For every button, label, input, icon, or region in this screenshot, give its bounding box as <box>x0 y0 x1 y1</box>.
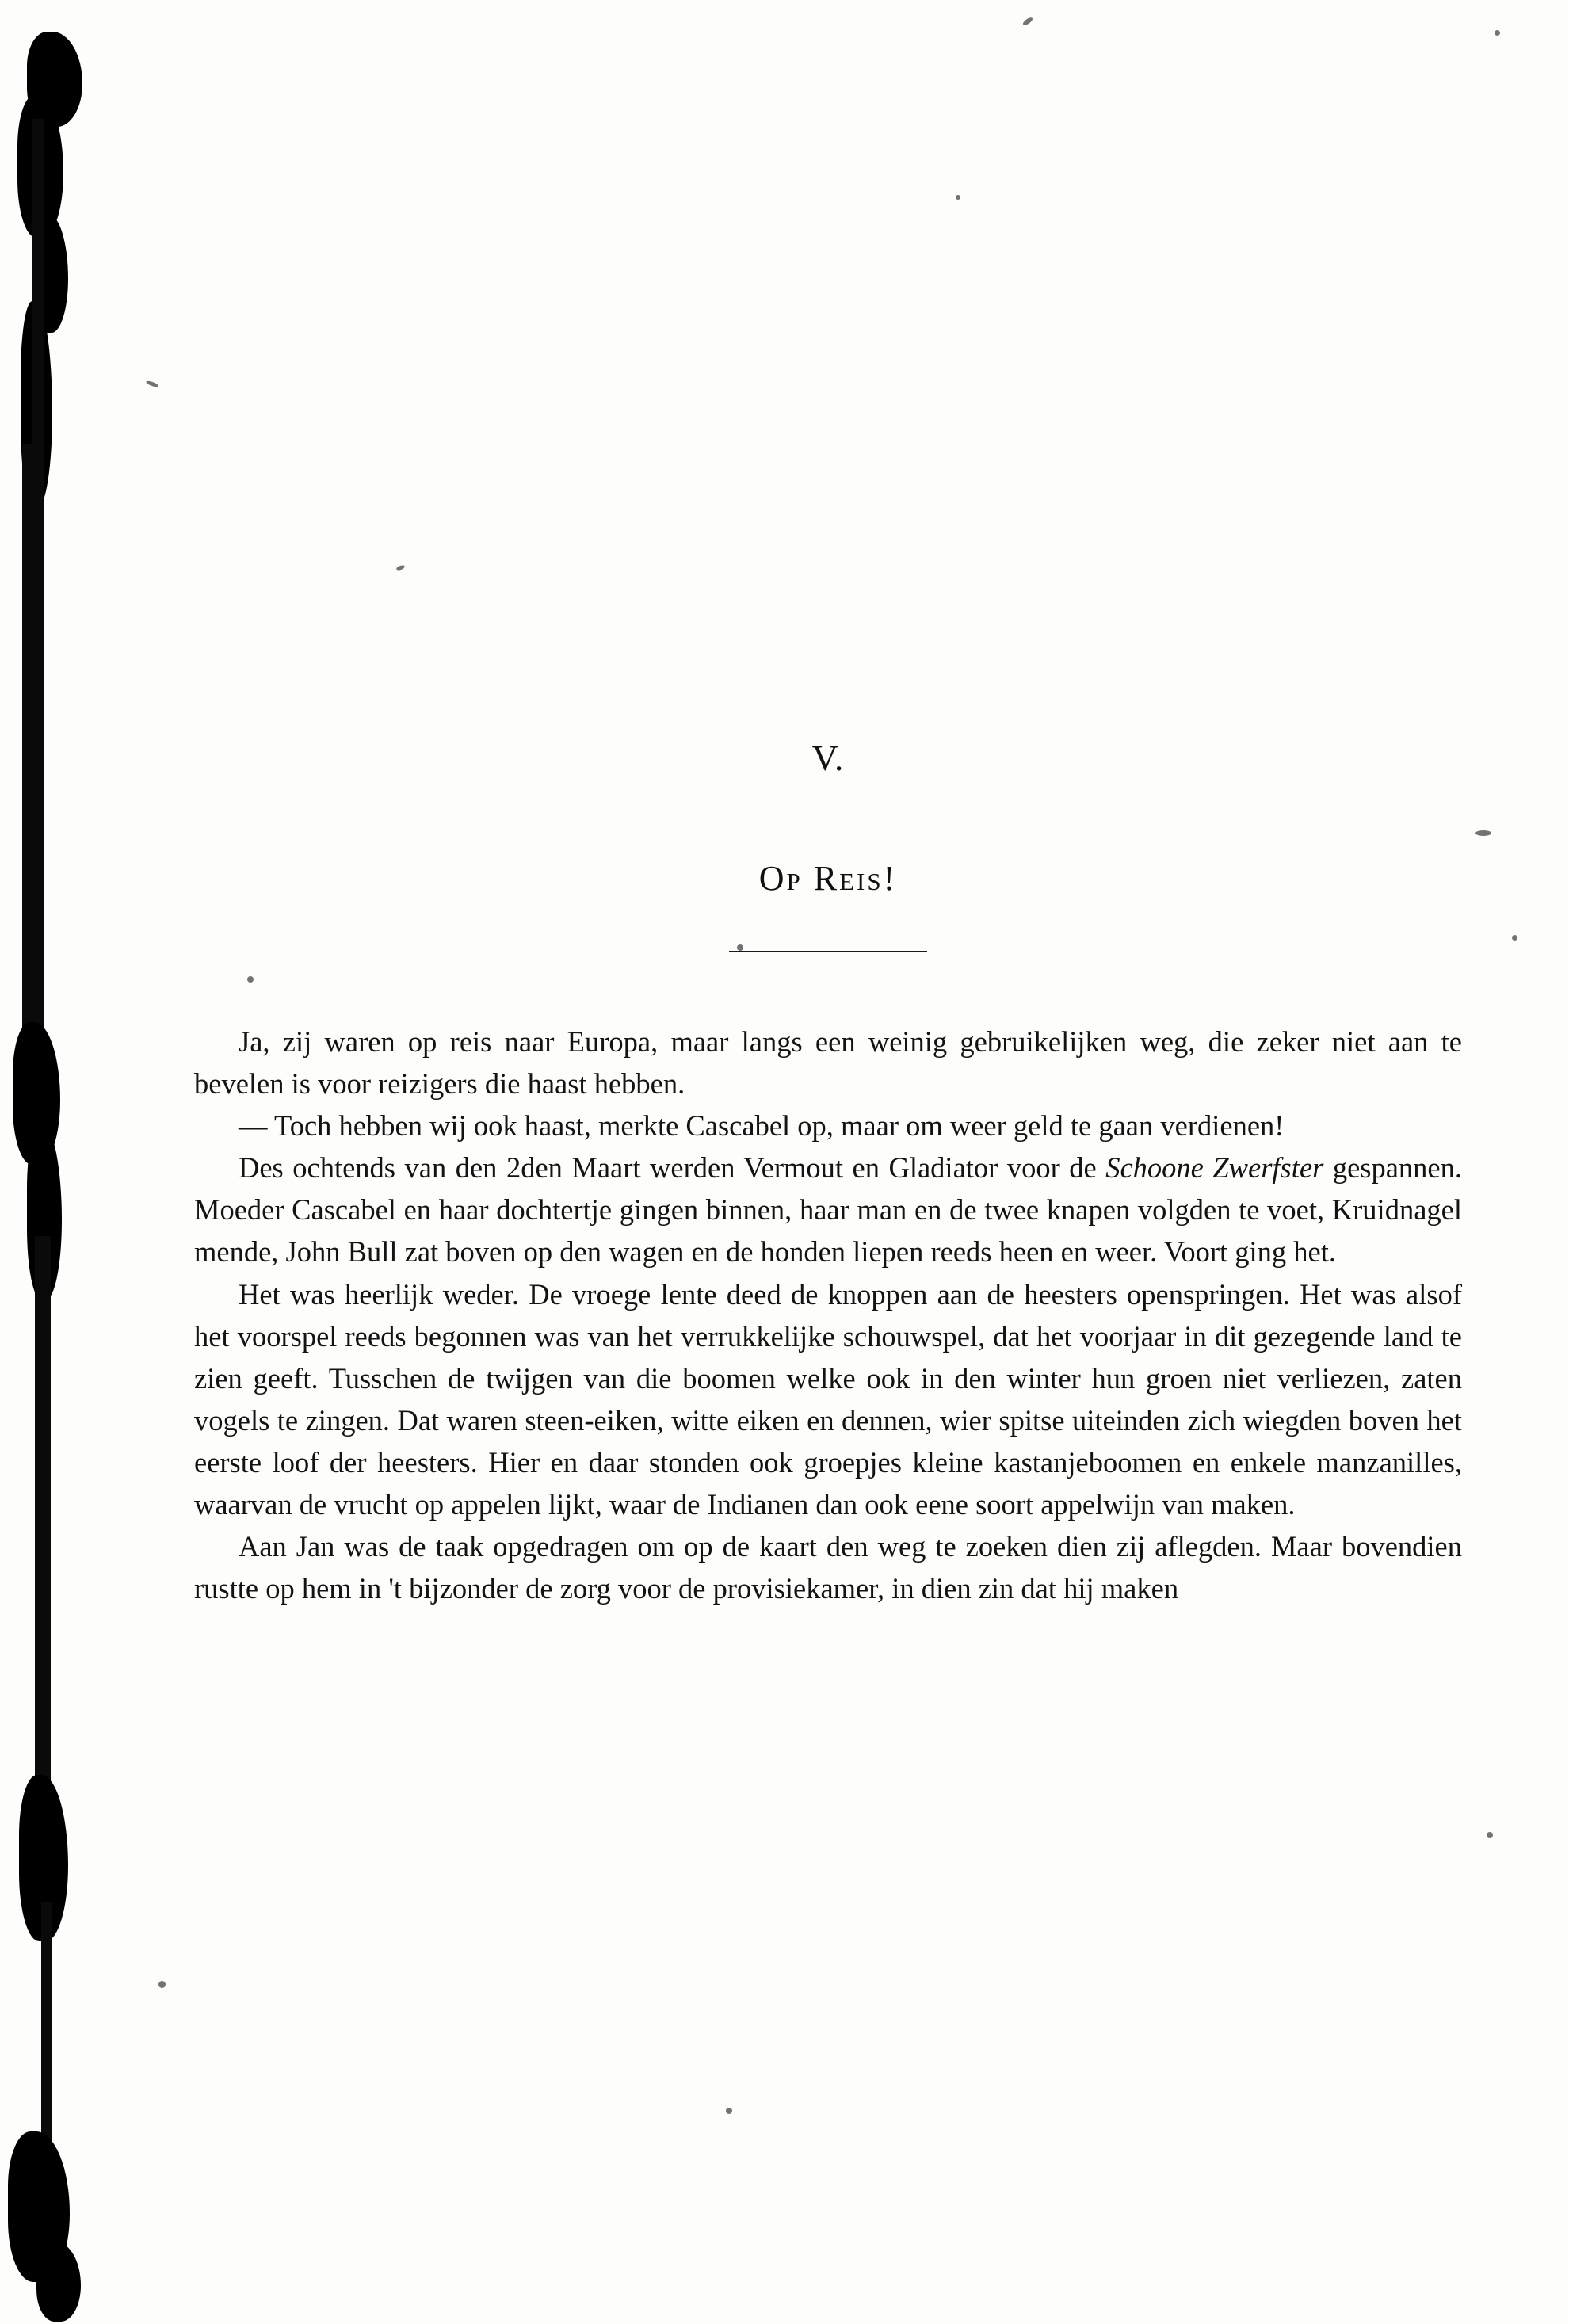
paragraph: Het was heerlijk weder. De vroege lente deed de knoppen aan de heesters openspringen. Het was alsof het voorspel reeds begonnen was van het verrukkelijke schouwspel, dat het voorjaar in dit gezegende land te zien geeft. Tusschen de twijgen van die boomen welke ook in den winter hun groen niet verliezen, zaten vogels te zingen. Dat waren steen-eiken, witte eiken en dennen, wier spitse uiteinden zich wiegden boven het eerste loof der heesters. Hier en daar stonden ook groepjes kleine kastanjeboomen en enkele manzanilles, waarvan de vrucht op appelen lijkt, waar de Indianen dan ook eene soort appelwijn van maken. <box>194 1277 1462 1521</box>
italic-book-title: Schoone Zwerfster <box>1105 1151 1324 1185</box>
scan-speck <box>1475 830 1491 836</box>
paragraph: Ja, zij waren op reis naar Europa, maar langs een weinig gebruikelijken weg, die zeker niet aan te bevelen is voor reizigers die haast hebben. <box>194 1025 1462 1101</box>
scan-speck <box>1495 30 1500 36</box>
body-text <box>194 1021 1462 1609</box>
scan-speck <box>1512 935 1517 941</box>
scan-speck <box>146 380 159 387</box>
title-divider-rule <box>729 951 927 952</box>
page-content <box>194 0 1462 1609</box>
scan-speck <box>726 2108 732 2114</box>
scan-binding-shadow <box>0 0 95 2324</box>
paragraph: — Toch hebben wij ook haast, merkte Cascabel op, maar om weer geld te gaan verdienen! <box>239 1109 1285 1143</box>
paragraph: Aan Jan was de taak opgedragen om op de kaart den weg te zoeken dien zij aflegden. Maar bovendien rustte op hem in 't bijzonder de zorg voor de provisiekamer, in dien zin dat hij maken <box>194 1530 1462 1605</box>
chapter-number: V. <box>811 738 845 778</box>
scan-speck <box>158 1981 166 1988</box>
chapter-title: Op Reis! <box>758 859 898 898</box>
paragraph: Des ochtends van den 2den Maart werden Vermout en Gladiator voor de Schoone Zwerfster gespannen. Moeder Cascabel en haar dochtertje gingen binnen, haar man en de twee knapen volgden te voet, Kruidnagel mende, John Bull zat boven op den wagen en de honden liepen reeds heen en weer. Voort ging het. <box>194 1151 1463 1269</box>
scan-speck <box>1487 1832 1493 1838</box>
